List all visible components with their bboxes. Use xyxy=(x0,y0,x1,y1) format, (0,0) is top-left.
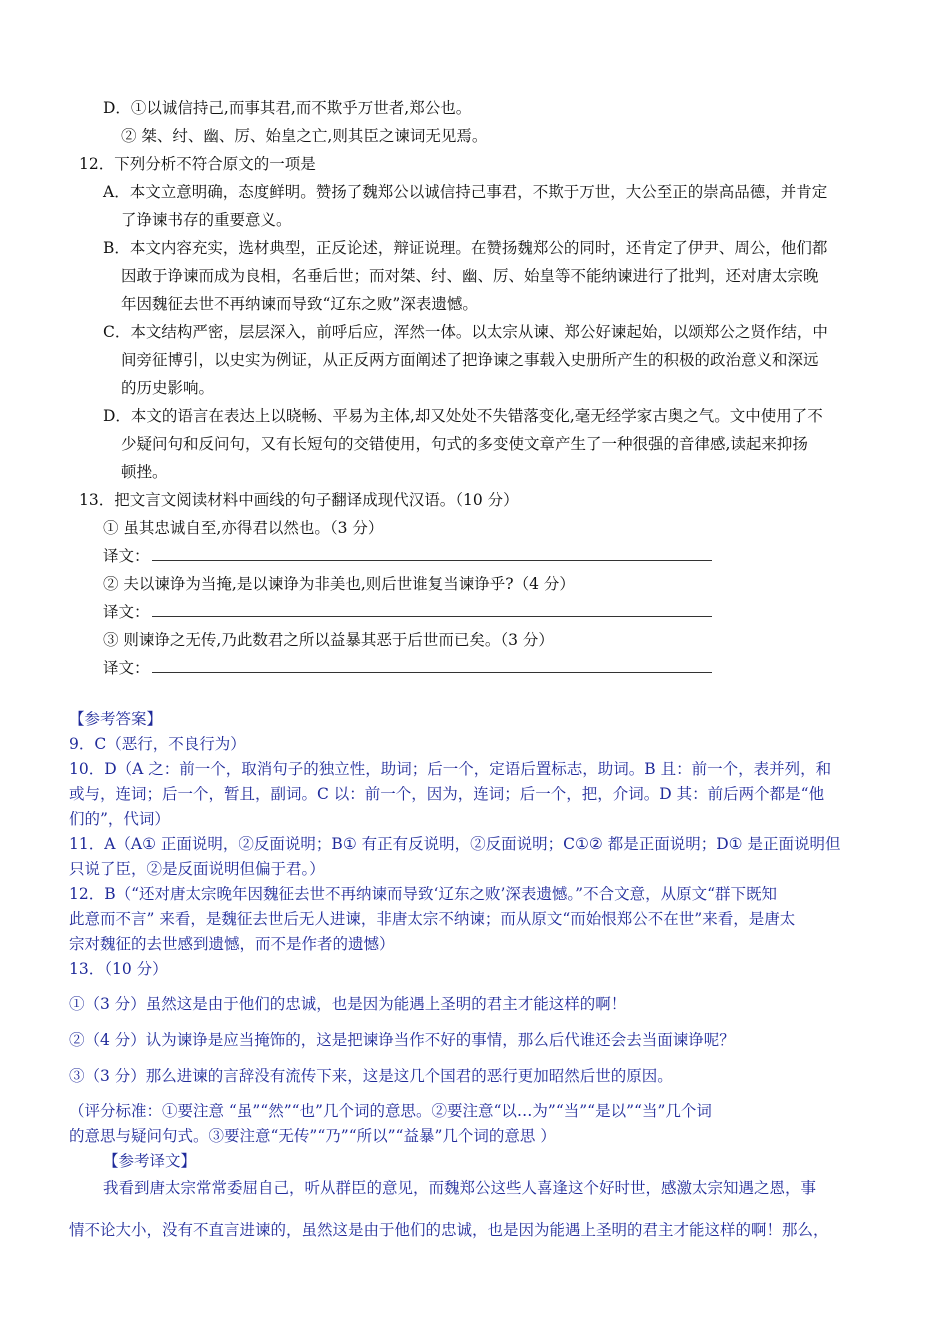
answer-13-item-1: ①（3 分）虽然这是由于他们的忠诚，也是因为能遇上圣明的君主才能这样的啊！ xyxy=(69,995,627,1013)
q13-stem: 13．把文言文阅读材料中画线的句子翻译成现代汉语。（10 分） xyxy=(79,491,519,509)
translation-answer-field[interactable] xyxy=(152,602,712,617)
reference-translation-line1: 我看到唐太宗常常委屈自己，听从群臣的意见，而魏郑公这些人喜逢这个好时世，感激太宗知遇之恩，事 xyxy=(103,1179,817,1197)
translation-answer-field[interactable] xyxy=(152,658,712,673)
translation-label: 译文： xyxy=(103,603,150,621)
q12-option-b: B．本文内容充实，选材典型，正反论述，辩证说理。在赞扬魏郑公的同时，还肯定了伊尹、周公，他们都 xyxy=(103,239,828,257)
answer-13-heading: 13．（10 分） xyxy=(69,960,168,978)
scoring-criteria-line2: 的意思与疑问句式。③要注意“无传”“乃”“所以”“益暴”几个词的意思 ） xyxy=(69,1127,556,1145)
q13-translation-1 xyxy=(103,545,712,567)
q12-option-c-cont2: 的历史影响。 xyxy=(121,379,215,397)
answer-11-line2: 只说了臣，②是反面说明但偏于君。） xyxy=(69,860,325,878)
q12-option-c-cont1: 间旁征博引，以史实为例证，从正反两方面阐述了把诤谏之事载入史册所产生的积极的政治意义和深远 xyxy=(121,351,819,369)
q12-option-a: A．本文立意明确，态度鲜明。赞扬了魏郑公以诚信持己事君，不欺于万世，大公至正的崇高品德，并肯定 xyxy=(103,183,828,201)
q12-option-d: D．本文的语言在表达上以晓畅、平易为主体,却又处处不失错落变化,毫无经学家古奥之气。文中使用了不 xyxy=(103,407,823,425)
answer-10-line1: 10．D（A 之：前一个，取消句子的独立性，助词；后一个，定语后置标志，助词。B 且：前一个，表并列，和 xyxy=(69,760,832,778)
q12-option-d-cont1: 少疑问句和反问句，又有长短句的交错使用，句式的多变使文章产生了一种很强的音律感,读起来抑扬 xyxy=(121,435,808,453)
answer-11-line1: 11．A（A① 正面说明，②反面说明；B① 有正有反说明，②反面说明；C①② 都是正面说明；D① 是正面说明但 xyxy=(69,835,841,853)
answer-12-line3: 宗对魏征的去世感到遗憾，而不是作者的遗憾） xyxy=(69,935,395,953)
answer-13-item-3: ③（3 分）那么进谏的言辞没有流传下来，这是这几个国君的恶行更加昭然后世的原因。 xyxy=(69,1067,673,1085)
q12-option-b-cont1: 因敢于诤谏而成为良相，名垂后世；而对桀、纣、幽、厉、始皇等不能纳谏进行了批判，还对唐太宗晚 xyxy=(121,267,819,285)
reference-translation-line2: 情不论大小，没有不直言进谏的，虽然这是由于他们的忠诚，也是因为能遇上圣明的君主才能这样的啊！那么， xyxy=(69,1221,829,1239)
translation-label: 译文： xyxy=(103,547,150,565)
q12-option-c: C．本文结构严密，层层深入，前呼后应，浑然一体。以太宗从谏、郑公好谏起始，以颂郑公之贤作结，中 xyxy=(103,323,828,341)
q12-option-d-cont2: 顿挫。 xyxy=(121,463,168,481)
q13-item-2: ② 夫以谏诤为当掩,是以谏诤为非美也,则后世谁复当谏诤乎?（4 分） xyxy=(103,575,575,593)
translation-label: 译文： xyxy=(103,659,150,677)
answer-12-line1: 12．B（“还对唐太宗晚年因魏征去世不再纳谏而导致‘辽东之败’深表遗憾。”不合文意，从原文“群下既知 xyxy=(69,885,777,903)
translation-answer-field[interactable] xyxy=(152,546,712,561)
answer-12-line2: 此意而不言” 来看，是魏征去世后无人进谏，非唐太宗不纳谏；而从原文“而始恨郑公不在世”来看，是唐太 xyxy=(69,910,796,928)
q13-item-1: ① 虽其忠诚自至,亦得君以然也。（3 分） xyxy=(103,519,384,537)
q12-option-a-cont: 了诤谏书存的重要意义。 xyxy=(121,211,292,229)
q11-option-d-line2: ② 桀、纣、幽、厉、始皇之亡,则其臣之谏词无见焉。 xyxy=(121,127,488,145)
answer-10-line2: 或与，连词；后一个，暂且，副词。C 以：前一个，因为，连词；后一个，把，介词。D 其：前后两个都是“他 xyxy=(69,785,825,803)
q12-stem: 12．下列分析不符合原文的一项是 xyxy=(79,155,316,173)
q11-option-d-line1: D．①以诚信持己,而事其君,而不欺乎万世者,郑公也。 xyxy=(103,99,472,117)
scoring-criteria-line1: （评分标准：①要注意 “虽”“然”“也”几个词的意思。②要注意“以…为”“当”“是以”“当”几个词 xyxy=(69,1102,712,1120)
answer-9: 9．C（恶行，不良行为） xyxy=(69,735,246,753)
answers-heading: 【参考答案】 xyxy=(69,710,163,728)
reference-translation-heading: 【参考译文】 xyxy=(103,1152,197,1170)
q13-translation-3 xyxy=(103,657,712,679)
q13-translation-2 xyxy=(103,601,712,623)
answer-13-item-2: ②（4 分）认为谏诤是应当掩饰的，这是把谏诤当作不好的事情，那么后代谁还会去当面谏诤呢？ xyxy=(69,1031,735,1049)
answer-10-line3: 们的”，代词） xyxy=(69,810,170,828)
q12-option-b-cont2: 年因魏征去世不再纳谏而导致“辽东之败”深表遗憾。 xyxy=(121,295,478,313)
q13-item-3: ③ 则谏诤之无传,乃此数君之所以益暴其恶于后世而已矣。（3 分） xyxy=(103,631,554,649)
